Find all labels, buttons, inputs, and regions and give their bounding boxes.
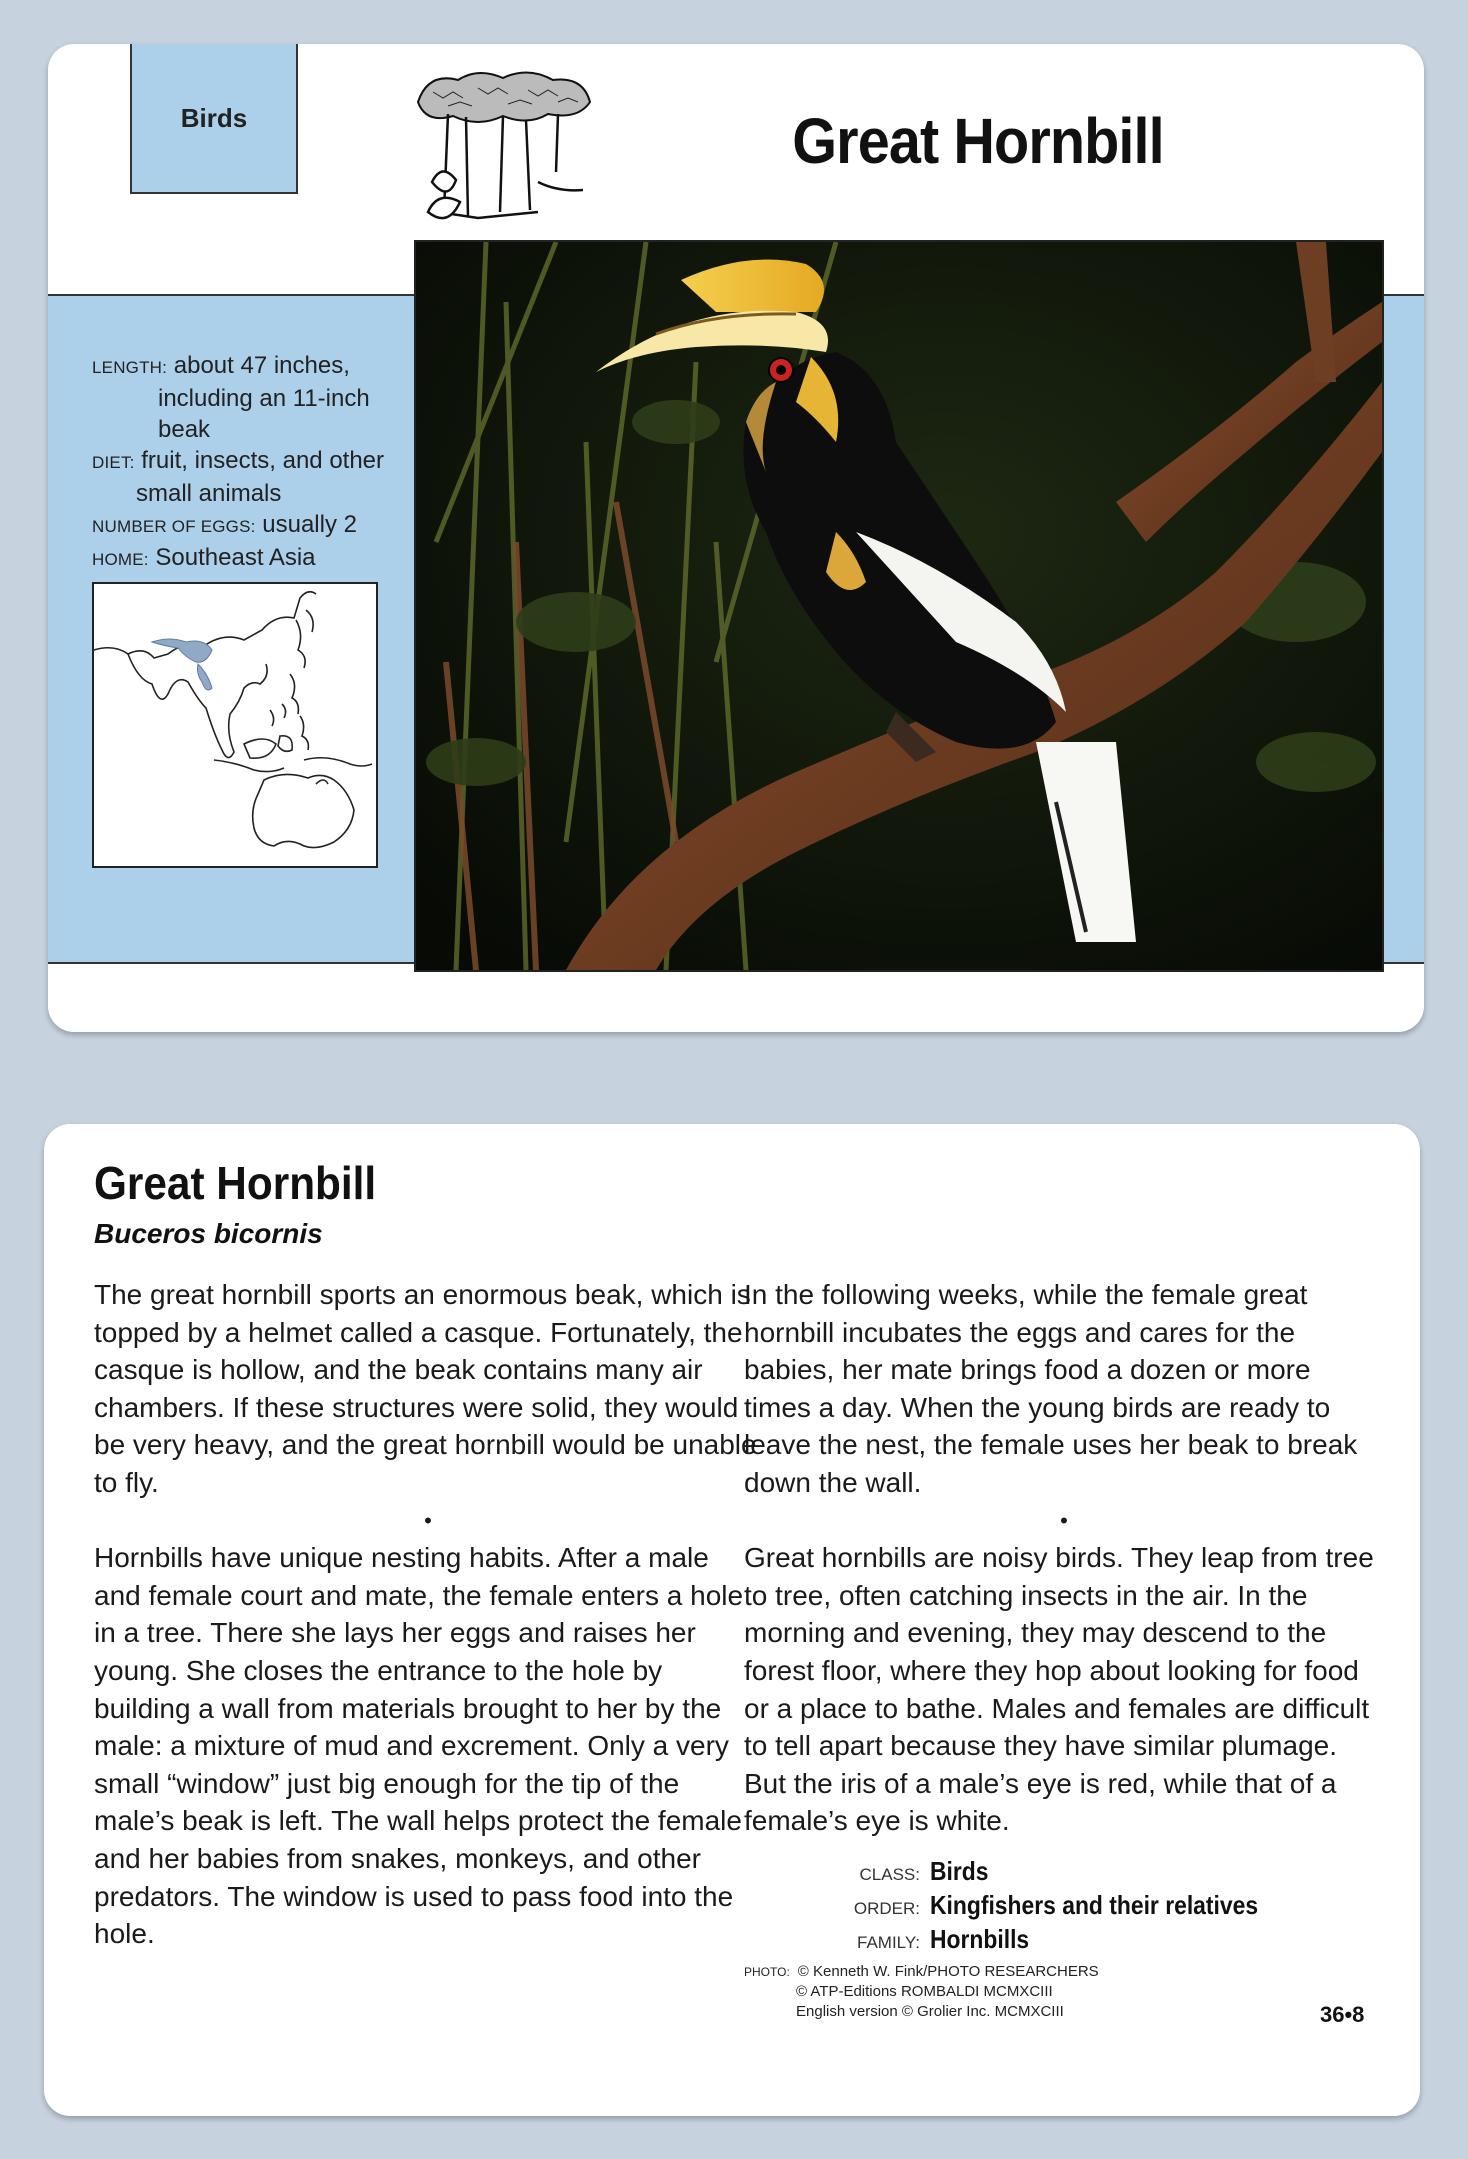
diet-value-cont: small animals: [136, 480, 282, 507]
taxonomy-class: [844, 1856, 1303, 1890]
taxonomy-family: [844, 1924, 1303, 1958]
family-label: FAMILY:: [857, 1933, 920, 1952]
diet-value: fruit, insects, and other: [141, 447, 385, 474]
front-title: Great Hornbill: [792, 105, 1164, 177]
credit-line: [744, 1962, 1099, 1982]
paragraph-separator: •: [1060, 1507, 1068, 1533]
family-value: Hornbills: [930, 1924, 1030, 1954]
paragraph: Hornbills have unique nesting habits. After a male and female court and mate, the female enters a hole in a tree. There she lays her eggs and raises her young. She closes the entrance to the hole by building a wall from materials brought to her by the male: a mixture of mud and excrement. Only a very small “window” just big enough for the tip of the male’s beak is left. The wall helps protect the female and her babies from snakes, monkeys, and other predators. The window is used to pass food into the hole.: [94, 1542, 744, 1950]
card-code: 36•8: [1320, 2002, 1365, 2027]
card-back: [44, 1124, 1420, 2116]
order-label: ORDER:: [853, 1899, 920, 1918]
length-value-cont: including an 11-inch: [158, 385, 370, 412]
order-value: Kingfishers and their relatives: [930, 1890, 1259, 1920]
photo-label: PHOTO:: [744, 1965, 790, 1979]
text-column-right: [744, 1276, 1384, 1840]
home-label: HOME:: [92, 550, 149, 569]
diet-label: DIET:: [92, 453, 135, 472]
eggs-value: usually 2: [262, 511, 357, 538]
category-tab: [130, 44, 298, 194]
credit-line: © ATP-Editions ROMBALDI MCMXCIII: [796, 1983, 1053, 2000]
great-hornbill-photo: [414, 240, 1384, 972]
eggs-label: NUMBER OF EGGS:: [92, 517, 256, 536]
credit-line: English version © Grolier Inc. MCMXCIII: [796, 2003, 1064, 2020]
paragraph: Great hornbills are noisy birds. They leap from tree to tree, often catching insects in the air. In the morning and evening, they may descend to the forest floor, where they hop about looking for food or a place to bathe. Males and females are difficult to tell apart because they have similar plumage. But the iris of a male’s eye is red, while that of a female’s eye is white.: [744, 1542, 1374, 1837]
southeast-asia-range-map: [92, 582, 378, 868]
length-value-cont2: beak: [158, 416, 211, 443]
back-title: Great Hornbill: [94, 1157, 377, 1209]
class-value: Birds: [930, 1856, 989, 1886]
card-front: [48, 44, 1424, 1032]
paragraph: The great hornbill sports an enormous beak, which is topped by a helmet called a casque. Fortunately, the casque is hollow, and the beak contains many air chambers. If these structures were solid, they would be very heavy, and the great hornbill would be unable to fly.: [94, 1279, 757, 1498]
home-value: Southeast Asia: [155, 544, 316, 571]
scientific-name: Buceros bicornis: [94, 1218, 323, 1249]
text-column-left: [94, 1276, 762, 1953]
paragraph: In the following weeks, while the female great hornbill incubates the eggs and cares for the babies, her mate brings food a dozen or more times a day. When the young birds are ready to leave the nest, the female uses her beak to break down the wall.: [744, 1279, 1358, 1498]
category-label: Birds: [180, 102, 248, 133]
forest-trees-icon: [408, 62, 598, 232]
fact-home: [92, 542, 412, 575]
fact-eggs: [92, 509, 412, 542]
taxonomy-order: [844, 1890, 1303, 1924]
class-label: CLASS:: [859, 1865, 920, 1884]
photo-credits: [744, 1962, 1099, 2022]
length-label: LENGTH:: [92, 358, 168, 377]
fact-diet: [92, 445, 412, 509]
fact-list: [92, 350, 412, 575]
credit-photo: © Kenneth W. Fink/PHOTO RESEARCHERS: [797, 1963, 1099, 1980]
fact-length: [92, 350, 412, 445]
taxonomy-block: [844, 1856, 1303, 1958]
length-value: about 47 inches,: [173, 352, 350, 379]
paragraph-separator: •: [424, 1507, 432, 1533]
